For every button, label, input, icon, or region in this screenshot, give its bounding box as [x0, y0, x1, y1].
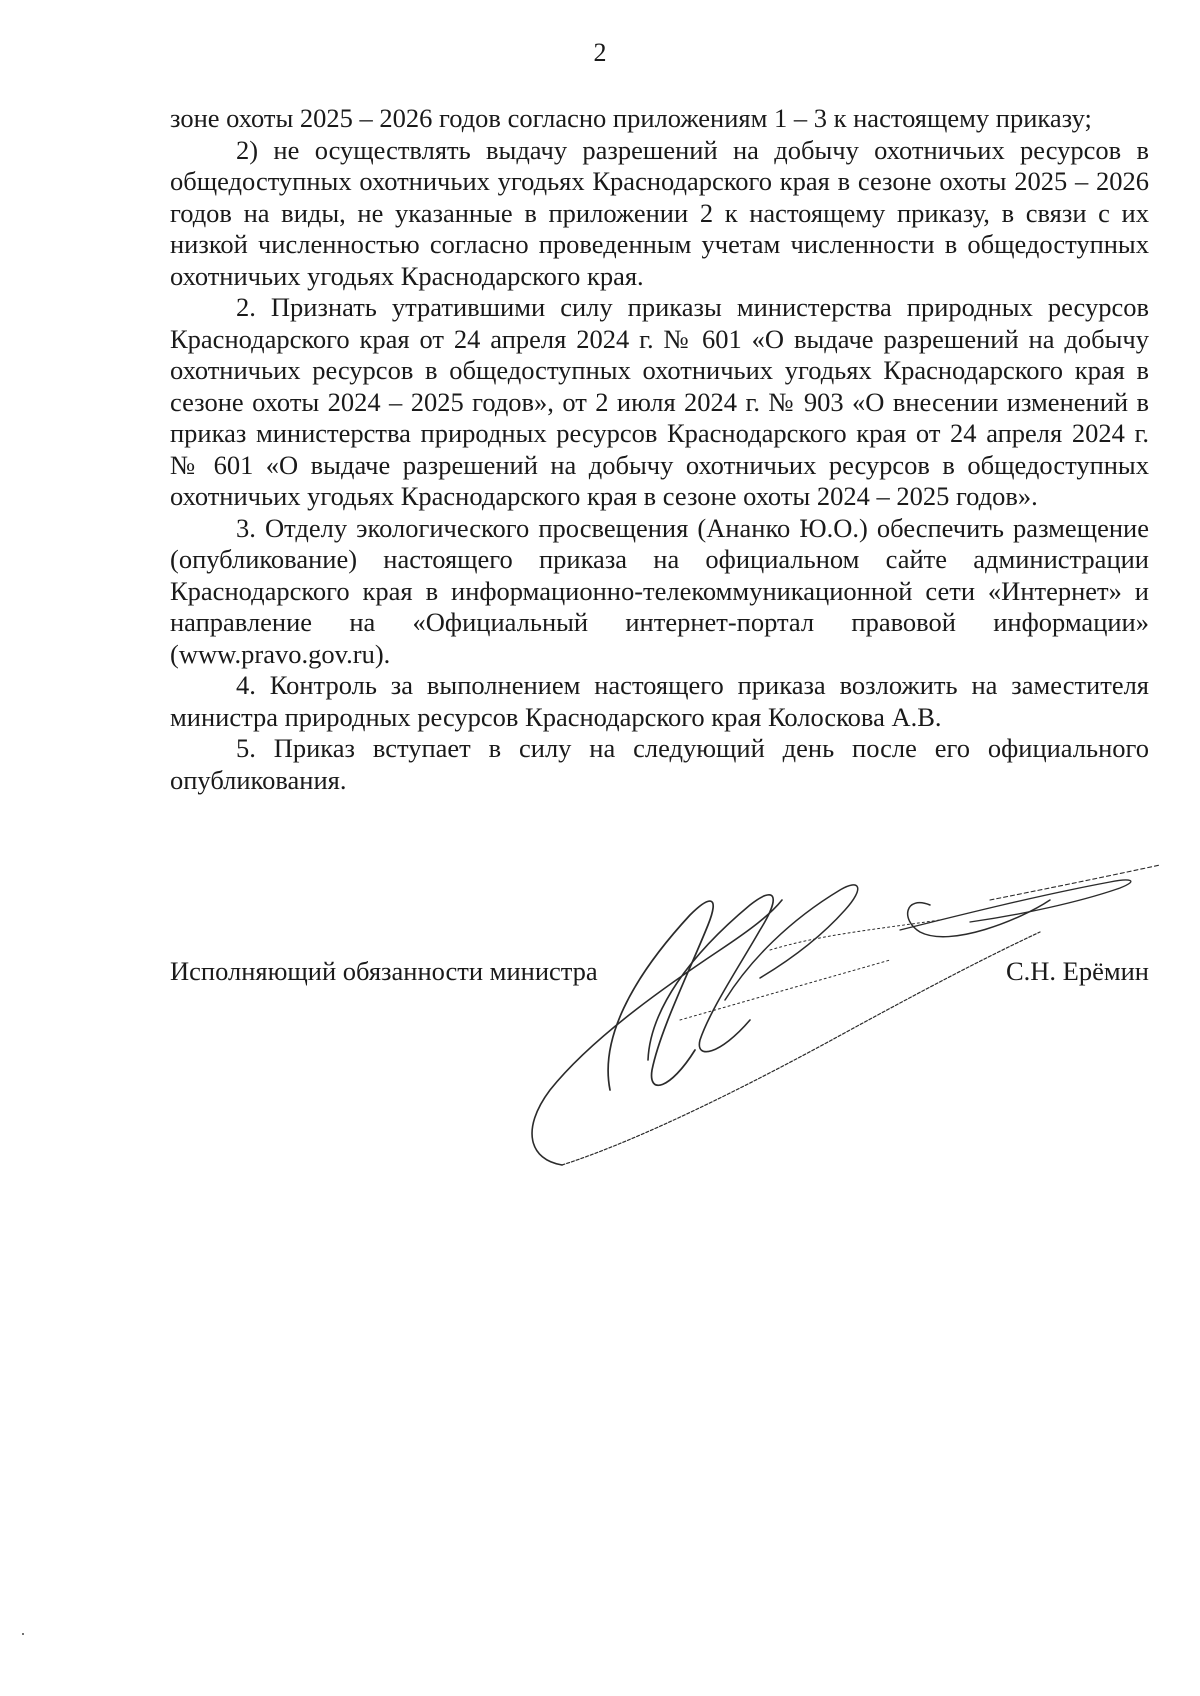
paragraph-item-2: 2) не осуществлять выдачу разрешений на добычу охотничьих ресурсов в общедоступных охотничьих угодьях Краснодарского края в сезоне охоты 2025 – 2026 годов на виды, не указанные в приложении 2 к настоящему приказу, в связи с их низкой численностью согласно проведенным учетам численности в общедоступных охотничьих угодьях Краснодарского края. — [170, 134, 1149, 291]
paragraph-continuation: зоне охоты 2025 – 2026 годов согласно приложениям 1 – 3 к настоящему приказу; — [170, 103, 1092, 133]
handwritten-signature — [520, 860, 1170, 1200]
paragraph-point-2: 2. Признать утратившими силу приказы министерства природных ресурсов Краснодарского края от 24 апреля 2024 г. № 601 «О выдаче разрешений на добычу охотничьих ресурсов в общедоступных охотничьих угодьях Краснодарского края в сезоне охоты 2024 – 2025 годов», от 2 июля 2024 г. № 903 «О внесении изменений в приказ министерства природных ресурсов Краснодарского края от 24 апреля 2024 г. № 601 «О выдаче разрешений на добычу охотничьих ресурсов в общедоступных охотничьих угодьях Краснодарского края в сезоне охоты 2024 – 2025 годов». — [170, 292, 1149, 511]
paragraph-point-4: 4. Контроль за выполнением настоящего приказа возложить на заместителя министра природных ресурсов Краснодарского края Колоскова А.В. — [170, 670, 1149, 732]
document-body — [170, 103, 1149, 796]
scan-speck — [22, 1633, 24, 1635]
signatory-title: Исполняющий обязанности министра — [170, 956, 598, 986]
page-number: 2 — [593, 38, 607, 67]
paragraph-point-3: 3. Отделу экологического просвещения (Ананко Ю.О.) обеспечить размещение (опубликование) настоящего приказа на официальном сайте администрации Краснодарского края в информационно-телекоммуникационной сети «Интернет» и направление на «Официальный интернет-портал правовой информации» (www.pravo.gov.ru). — [170, 512, 1149, 669]
signatory-name: С.Н. Ерёмин — [1005, 956, 1149, 986]
paragraph-point-5: 5. Приказ вступает в силу на следующий день после его официального опубликования. — [170, 733, 1149, 795]
